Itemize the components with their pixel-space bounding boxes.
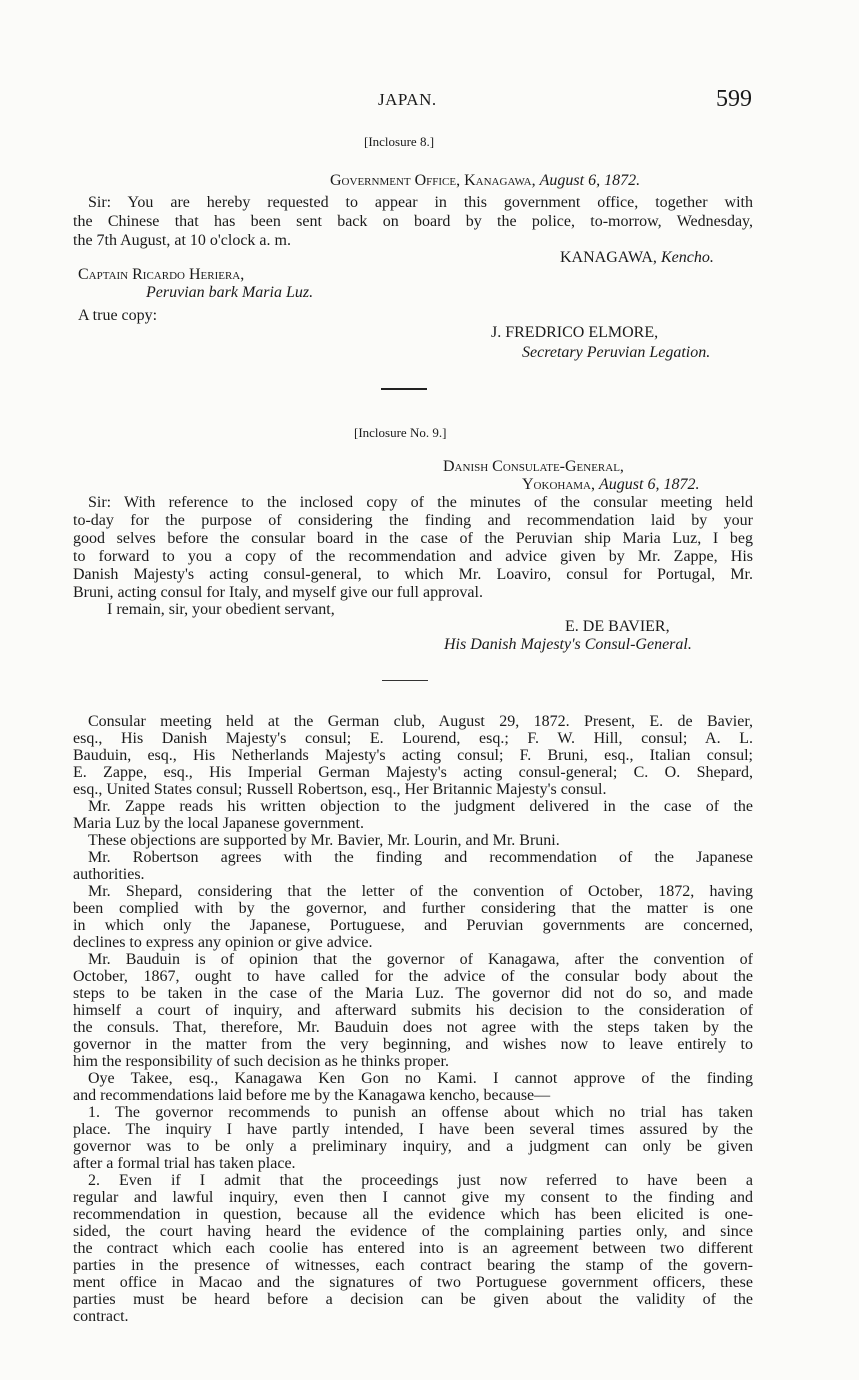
minutes-line: esq., United States consul; Russell Robertson, esq., Her Britannic Majesty's consul. (73, 781, 607, 798)
minutes-line: steps to be taken in the case of the Maria Luz. The governor did not do so, and made (73, 985, 753, 1002)
minutes-line: the contract which each coolie has entered into is an agreement between two different (73, 1240, 753, 1257)
inclosure-8-dateline (330, 172, 640, 190)
inclosure-8-line-1: Sir: You are hereby requested to appear in this government office, together with (88, 194, 753, 211)
minutes-line: authorities. (73, 866, 145, 883)
minutes-line: Mr. Shepard, considering that the letter of the convention of October, 1872, having (88, 883, 753, 900)
minutes-line: him the responsibility of such decision as he thinks proper. (73, 1053, 449, 1070)
minutes-line: after a formal trial has taken place. (73, 1155, 296, 1172)
signature-name: KANAGAWA, (560, 249, 657, 266)
minutes-line: governor was to be only a preliminary inquiry, and a judgment can only be given (73, 1138, 753, 1155)
minutes-line: parties must be heard before a decision can be given about the validity of the (73, 1291, 753, 1308)
inclosure-9-line-5: Danish Majesty's acting consul-general, to which Mr. Loaviro, consul for Portugal, Mr. (73, 566, 753, 583)
minutes-line: been complied with by the governor, and further considering that the matter is one (73, 900, 753, 917)
minutes-line: regular and lawful inquiry, even then I cannot give my consent to the finding and (73, 1189, 753, 1206)
inclosure-9-line-1: Sir: With reference to the inclosed copy of the minutes of the consular meeting held (88, 494, 753, 511)
minutes-line: October, 1867, ought to have called for the advice of the consular body about the (73, 968, 753, 985)
minutes-line: 2. Even if I admit that the proceedings just now referred to have been a (88, 1172, 753, 1189)
minutes-line: and recommendations laid before me by the Kanagawa kencho, because— (73, 1087, 551, 1104)
certifier-title: Secretary Peruvian Legation. (522, 344, 711, 361)
section-divider (382, 680, 428, 681)
minutes-line: recommendation in question, because all the evidence which has been elicited is one- (73, 1206, 753, 1223)
page-number: 599 (716, 86, 752, 112)
inclosure-9-line-4: to forward to you a copy of the recommendation and advice given by Mr. Zappe, His (73, 548, 753, 565)
minutes-line: declines to express any opinion or give advice. (73, 934, 373, 951)
dateline-place: Government Office, Kanagawa, (330, 172, 536, 189)
minutes-line: Mr. Zappe reads his written objection to the judgment delivered in the case of the (88, 798, 753, 815)
inclosure-8-label: [Inclosure 8.] (364, 134, 435, 149)
minutes-line: Bauduin, esq., His Netherlands Majesty's acting consul; F. Bruni, esq., Italian consul; (73, 747, 753, 764)
minutes-line: esq., His Danish Majesty's consul; E. Lourend, esq.; F. W. Hill, consul; A. L. (73, 730, 753, 747)
inclosure-8-signature (560, 249, 714, 267)
minutes-line: the consuls. That, therefore, Mr. Bauduin does not agree with the steps taken by the (73, 1019, 753, 1036)
minutes-line: 1. The governor recommends to punish an offense about which no trial has taken (88, 1104, 753, 1121)
minutes-line: place. The inquiry I have partly intended, I have been several times assured by the (73, 1121, 753, 1138)
addressee: Captain Ricardo Heriera, (78, 266, 245, 283)
minutes-line: sided, the court having heard the evidence of the complaining parties only, and since (73, 1223, 753, 1240)
certifier-name: J. FREDRICO ELMORE, (491, 324, 659, 341)
inclosure-9-line-3: good selves before the consular board in the case of the Peruvian ship Maria Luz, I beg (73, 530, 753, 547)
inclosure-8-line-2: the Chinese that has been sent back on board by the police, to-morrow, Wednesday, (73, 213, 753, 230)
inclosure-9-line-2: to-day for the purpose of considering the finding and recommendation laid by your (73, 512, 753, 529)
minutes-line: E. Zappe, esq., His Imperial German Majesty's acting consul-general; C. O. Shepard, (73, 764, 753, 781)
signature-title: Kencho. (660, 249, 714, 266)
closing-line: I remain, sir, your obedient servant, (107, 601, 335, 618)
dateline-office: Danish Consulate-General, (443, 458, 624, 475)
minutes-line: governor in the matter from the very beginning, and wishes now to leave entirely to (73, 1036, 753, 1053)
addressee-ship: Peruvian bark Maria Luz. (146, 284, 314, 301)
minutes-line: ment office in Macao and the signatures of two Portuguese government officers, these (73, 1274, 753, 1291)
minutes-line: in which only the Japanese, Portuguese, and Peruvian governments are concerned, (73, 917, 753, 934)
running-title: JAPAN. (378, 90, 437, 109)
minutes-line: Mr. Robertson agrees with the finding and recommendation of the Japanese (88, 849, 753, 866)
dateline-place: Yokohama, (522, 476, 595, 493)
minutes-line: Maria Luz by the local Japanese government. (73, 815, 364, 832)
true-copy-label: A true copy: (78, 307, 158, 324)
inclosure-9-label: [Inclosure No. 9.] (354, 425, 447, 440)
minutes-line: Mr. Bauduin is of opinion that the governor of Kanagawa, after the convention of (88, 951, 753, 968)
signature-name: E. DE BAVIER, (565, 618, 670, 635)
dateline-date: August 6, 1872. (599, 476, 700, 493)
inclosure-8-line-3: the 7th August, at 10 o'clock a. m. (73, 232, 291, 249)
minutes-line: himself a court of inquiry, and afterward submits his decision to the consideration of (73, 1002, 753, 1019)
minutes-line: These objections are supported by Mr. Bavier, Mr. Lourin, and Mr. Bruni. (88, 832, 560, 849)
inclosure-9-dateline (522, 476, 699, 494)
dateline-date: August 6, 1872. (539, 172, 641, 189)
inclosure-9-line-6: Bruni, acting consul for Italy, and myself give our full approval. (73, 584, 483, 601)
minutes-line: parties in the presence of witnesses, each contract bearing the stamp of the govern- (73, 1257, 753, 1274)
minutes-line: contract. (73, 1308, 129, 1325)
signature-title: His Danish Majesty's Consul-General. (444, 636, 692, 653)
minutes-line: Consular meeting held at the German club, August 29, 1872. Present, E. de Bavier, (88, 713, 753, 730)
section-divider (381, 388, 427, 390)
minutes-line: Oye Takee, esq., Kanagawa Ken Gon no Kami. I cannot approve of the finding (88, 1070, 753, 1087)
